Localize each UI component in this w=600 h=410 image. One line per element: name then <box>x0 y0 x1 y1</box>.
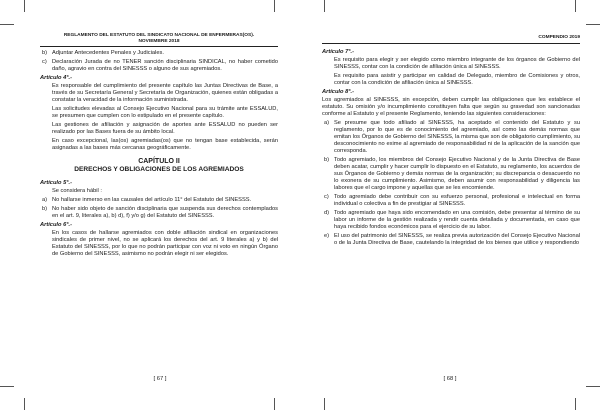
right-header-rule <box>322 43 580 44</box>
left-page-header <box>40 33 278 45</box>
left-header-line1: REGLAMENTO DEL ESTATUTO DEL SINDICATO NACIONAL DE ENFERMERAS(OS). <box>63 33 255 38</box>
article-4-paragraph: En caso excepcional, las(os) agremiadas(os) que no tengan base establecida, serán asignadas a las bases más cercanas geográficamente. <box>52 138 278 151</box>
item-label: b) <box>324 157 330 163</box>
item-text: Todo agremiado, los miembros del Consejo Ejecutivo Nacional y de la Junta Directiva de Base deben acatar, cumplir y hacer cumplir lo dispuesto en el Estatuto, su reglamento, los acuerdos de sus Órganos de Gobierno y demás normas de la organización; su discrepancia o desacuerdo no lo exonera de su cumplimiento. Asimismo, deben asumir con responsabilidad y diligencia las labores que el cargo impone y aquellas que se les encomiende. <box>334 157 580 191</box>
article-8-title: Artículo 8°.- <box>322 89 354 95</box>
item-text: No haber sido objeto de sanción disciplinaria que suspenda sus derechos contemplados en el art. 9, literales a), b) d), f) y/o g) del Estatuto del SINESSS. <box>52 206 278 219</box>
page-number: [ 68 ] <box>443 376 457 382</box>
list-item <box>322 157 580 192</box>
chapter-title: CAPÍTULO II <box>138 158 180 165</box>
list-item <box>40 197 278 204</box>
list-item <box>322 194 580 208</box>
item-text: Declaración Jurada de no TENER sanción disciplinaria SINDICAL, no haber cometido daño, agravio en contra del SINESSS o alguno de sus agremiados. <box>52 59 278 72</box>
item-label: a) <box>42 197 48 203</box>
item-label: c) <box>42 59 47 65</box>
item-label: b) <box>42 50 48 56</box>
left-header-line2: NOVIEMBRE 2018 <box>138 38 180 44</box>
list-item <box>40 50 278 57</box>
item-text: Se presume que todo afiliado al SINESSS, ha aceptado el contenido del Estatuto y su reglamento, por lo que es de conocimiento del agremiado, así como las demás normas que emitan los Órganos de Gobierno del SINESSS, la misma que son de obligatorio cumplimiento, su desconocimiento no exime al agremiado de responsabilidad ni de la aplicación de la sanción que corresponda. <box>334 120 580 154</box>
item-label: d) <box>324 210 330 216</box>
article-5-title: Artículo 5°.- <box>40 180 72 186</box>
item-label: c) <box>324 194 329 200</box>
page-number: [ 67 ] <box>153 376 167 382</box>
item-label: e) <box>324 233 330 239</box>
item-text: Todo agremiado que haya sido encomendado en una comisión, debe presentar al término de su labor un informe de la gestión realizada y rendir cuenta detallada y documentada, en caso que haya recibido fondos económicos para el ejercicio de su labor. <box>334 210 580 230</box>
article-4-paragraph: Las gestiones de afiliación y asignación de aportes ante ESSALUD no pueden ser realizado por las Bases fuera de su ámbito local. <box>52 122 278 135</box>
left-page-body <box>40 50 278 260</box>
list-item <box>322 120 580 155</box>
item-label: b) <box>42 206 48 212</box>
article-6-title: Artículo 6°.- <box>40 222 72 228</box>
article-7-paragraph: Es requisito para elegir y ser elegido como miembro integrante de los órganos de Gobierno del SINESSS, contar con la condición de afiliación única al SINESSS. <box>334 57 580 70</box>
item-text: El uso del patrimonio del SINESSS, se realiza previa autorización del Consejo Ejecutivo Nacional o de la Junta Directiva de Base, cautelando la integridad de los bienes que utilice y respondiendo <box>334 233 580 246</box>
item-text: Adjuntar Antecedentes Penales y Judiciales. <box>52 50 164 56</box>
item-label: a) <box>324 120 330 126</box>
article-7-title: Artículo 7°.- <box>322 49 354 55</box>
article-6-paragraph: En los casos de hallarse agremiados con doble afiliación sindical en organizaciones sindicales de primer nivel, no se aplicará los derechos del art. 9 literales a) y b) del Estatuto del SINESSS, por lo que no podrán participar con voz ni voto en ningún Órgano de Gobierno del SINESSS, asimismo no podrán elegir ni ser elegidos. <box>52 230 278 257</box>
list-item <box>40 206 278 220</box>
list-item <box>322 210 580 231</box>
article-7-paragraph: Es requisito para asistir y participar en calidad de Delegado, miembro de Comisiones y otros, contar con la condición de afiliación única al SINESSS. <box>334 73 580 86</box>
article-4-title: Artículo 4°.- <box>40 75 72 81</box>
item-text: Todo agremiado debe contribuir con su esfuerzo personal, profesional e intelectual en forma individual o colectiva a fin de prestigiar al SINESSS. <box>334 194 580 207</box>
article-4-paragraph: Las solicitudes elevadas al Consejo Ejecutivo Nacional para su trámite ante ESSALUD, se presumen que cumplen con lo estipulado en el presente capítulo. <box>52 106 278 119</box>
article-5-intro: Se considera hábil : <box>52 188 102 194</box>
list-item <box>322 233 580 247</box>
right-page-header: COMPENDIO 2019 <box>538 35 580 40</box>
right-page <box>300 0 600 410</box>
right-page-body <box>322 47 580 249</box>
item-text: No hallarse inmerso en las causales del artículo 11° del Estatuto del SINESSS. <box>52 197 252 203</box>
list-item <box>40 59 278 73</box>
article-8-intro: Los agremiados al SINESSS, sin excepción, deben cumplir las obligaciones que les establece el estatuto. Su omisión y/o incumplimiento constituyen falta que según su gravedad son sancionadas conforme al Estatuto y el presente Reglamento, teniendo las siguientes consideraciones: <box>322 97 580 117</box>
article-4-paragraph: Es responsable del cumplimiento del presente capítulo las Juntas Directivas de Base, a través de su Secretaría General y Secretaría de Organización, quienes están obligadas a constatar la veracidad de la información suministrada. <box>52 83 278 103</box>
left-header-rule <box>40 46 278 47</box>
chapter-subtitle: DERECHOS Y OBLIGACIONES DE LOS AGREMIADOS <box>74 166 244 173</box>
